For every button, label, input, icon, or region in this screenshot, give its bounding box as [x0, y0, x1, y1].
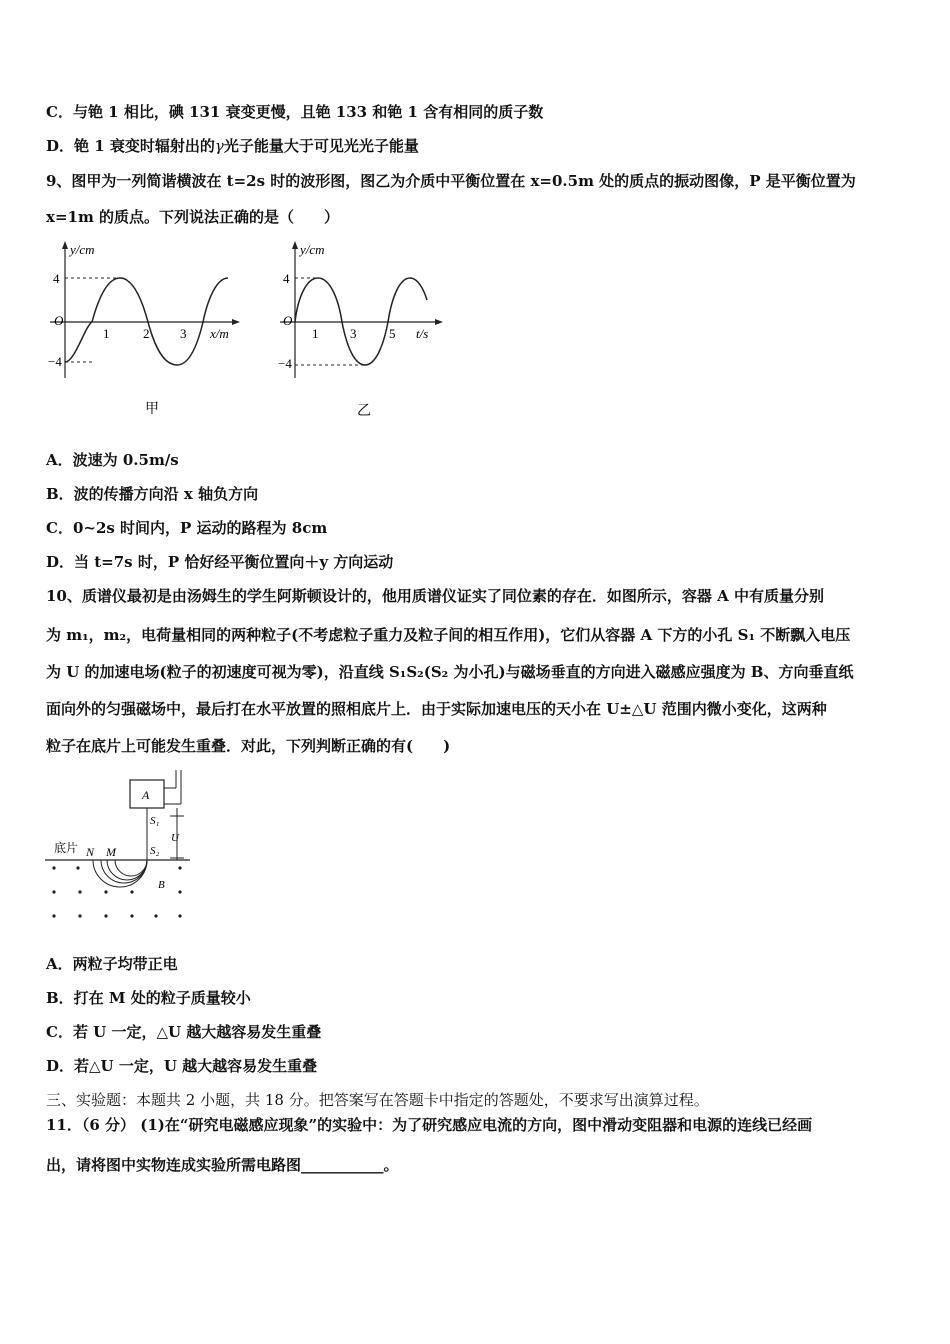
yi-xtick-5: 5: [389, 326, 396, 341]
question-10-line-3: 为 U 的加速电场(粒子的初速度可视为零)，沿直线 S₁S₂(S₂ 为小孔)与磁场垂直的方向进入磁感应强度为 B、方向垂直纸: [46, 663, 854, 681]
yi-ytick-neg: −4: [278, 356, 292, 371]
wave-graph-jia: [40, 238, 250, 423]
label-film: 底片: [54, 841, 79, 855]
yi-ylabel: y/cm: [300, 242, 325, 257]
jia-caption: 甲: [145, 402, 159, 417]
question-9-line-1: 9、图甲为一列简谐横波在 t=2s 时的波形图，图乙为介质中平衡位置在 x=0.5m 处的质点的振动图像，P 是平衡位置为: [46, 172, 856, 190]
question-11-line-1: 11．（6 分） (1)在“研究电磁感应现象”的实验中：为了研究感应电流的方向，图中滑动变阻器和电源的连线已经画: [46, 1116, 813, 1134]
question-10-line-1: 10、质谱仪最初是由汤姆生的学生阿斯顿设计的，他用质谱仪证实了同位素的存在．如图所示，容器 A 中有质量分别: [46, 587, 824, 605]
yi-xlabel: t/s: [416, 326, 429, 341]
jia-xtick-3: 3: [180, 326, 187, 341]
yi-xtick-1: 1: [312, 326, 319, 341]
jia-ytick-pos: 4: [53, 271, 60, 286]
jia-ytick-neg: −4: [48, 354, 62, 369]
jia-xlabel: x/m: [210, 326, 229, 341]
yi-origin: O: [283, 313, 293, 328]
option-d-q8: D．铯 1 衰变时辐射出的γ光子能量大于可见光光子能量: [46, 137, 419, 155]
q9-option-c: C．0~2s 时间内，P 运动的路程为 8cm: [46, 519, 328, 537]
label-m: M: [106, 845, 116, 859]
label-b: B: [158, 879, 165, 891]
label-container: A: [142, 788, 150, 802]
q10-option-d: D．若△U 一定，U 越大越容易发生重叠: [46, 1057, 318, 1075]
jia-xtick-2: 2: [143, 326, 150, 341]
vibration-graph-yi: [270, 238, 450, 423]
q10-option-b: B．打在 M 处的粒子质量较小: [46, 989, 251, 1007]
jia-xtick-1: 1: [103, 326, 110, 341]
label-s2: S₂: [150, 845, 160, 857]
magnetic-field-dots: [52, 866, 181, 917]
q9-option-d: D．当 t=7s 时，P 恰好经平衡位置向＋y 方向运动: [46, 553, 394, 571]
jia-ylabel: y/cm: [70, 242, 95, 257]
question-10-line-5: 粒子在底片上可能发生重叠．对此，下列判断正确的有( ): [46, 737, 451, 755]
question-9-line-2: x=1m 的质点。下列说法正确的是（ ）: [46, 208, 340, 226]
question-11-line-2: 出，请将图中实物连成实验所需电路图___________。: [46, 1156, 399, 1174]
yi-ytick-pos: 4: [283, 271, 290, 286]
section-3-heading: 三、实验题：本题共 2 小题，共 18 分。把答案写在答题卡中指定的答题处，不要求写出演算过程。: [46, 1091, 709, 1109]
yi-caption: 乙: [357, 404, 371, 419]
question-10-line-2: 为 m₁，m₂，电荷量相同的两种粒子(不考虑粒子重力及粒子间的相互作用)，它们从容器 A 下方的小孔 S₁ 不断飘入电压: [46, 626, 851, 644]
gamma-symbol: γ: [214, 137, 224, 155]
label-u: U: [171, 832, 179, 844]
jia-origin: O: [54, 313, 64, 328]
q9-option-b: B．波的传播方向沿 x 轴负方向: [46, 485, 259, 503]
q9-option-a: A．波速为 0.5m/s: [46, 451, 179, 469]
mass-spectrometer-diagram: [40, 768, 200, 928]
option-c-q8: C．与铯 1 相比，碘 131 衰变更慢，且铯 133 和铯 1 含有相同的质子数: [46, 103, 544, 121]
yi-xtick-3: 3: [350, 326, 357, 341]
q10-option-a: A．两粒子均带正电: [46, 955, 178, 973]
label-n: N: [86, 845, 95, 859]
q10-option-c: C．若 U 一定，△U 越大越容易发生重叠: [46, 1023, 322, 1041]
label-s1: S₁: [150, 815, 160, 827]
question-10-line-4: 面向外的匀强磁场中，最后打在水平放置的照相底片上．由于实际加速电压的天小在 U±△U 范围内微小变化，这两种: [46, 700, 827, 718]
